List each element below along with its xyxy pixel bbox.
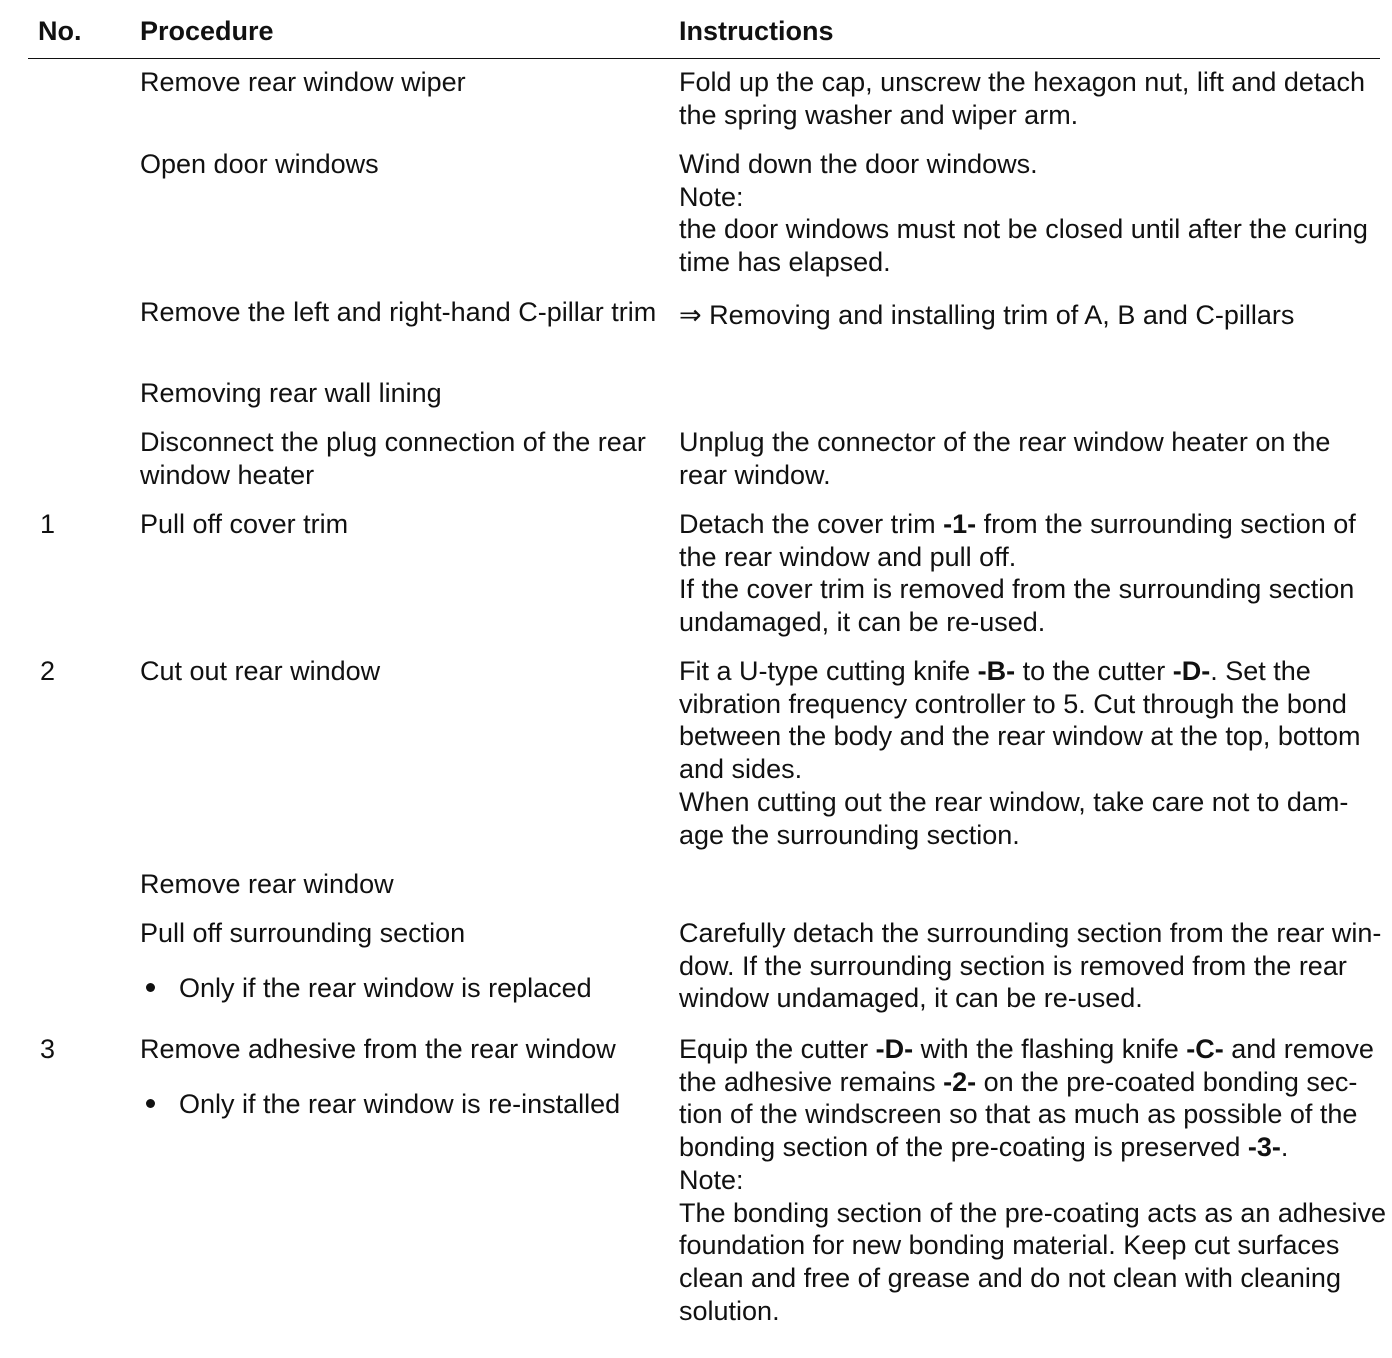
instruction-line: the adhesive remains -2- on the pre-coated bonding sec- (679, 1066, 1358, 1097)
instruction-line: rear window. (679, 459, 831, 490)
procedure-text: Open door windows (140, 149, 379, 179)
column-header-instructions: Instructions (679, 16, 834, 46)
instruction-line: tion of the windscreen so that as much as possible of the (679, 1099, 1358, 1130)
instruction-line: Note: (679, 181, 744, 212)
instruction-line: window undamaged, it can be re-used. (679, 983, 1143, 1014)
instruction-line: Fold up the cap, unscrew the hexagon nut, lift and detach (679, 67, 1365, 97)
bullet-icon (146, 983, 155, 992)
instructions-cell (679, 508, 1379, 639)
instruction-line: undamaged, it can be re-used. (679, 607, 1046, 638)
procedure-text: window heater (140, 459, 315, 490)
instruction-line: the spring washer and wiper arm. (679, 99, 1079, 130)
procedure-text: Remove rear window wiper (140, 67, 466, 97)
step-number: 1 (40, 509, 56, 539)
procedure-cell (140, 655, 650, 688)
column-header-no: No. (38, 16, 82, 46)
procedure-text: Remove the left and right-hand C-pillar trim (140, 297, 657, 327)
procedure-cell (140, 1033, 650, 1120)
instruction-line: Equip the cutter -D- with the flashing knife -C- and remove (679, 1034, 1374, 1064)
procedure-text: Pull off surrounding section (140, 918, 466, 948)
condition-bullet (140, 1088, 650, 1121)
instruction-line: Wind down the door windows. (679, 149, 1038, 179)
instructions-cell (679, 148, 1379, 279)
instruction-line: the rear window and pull off. (679, 541, 1017, 572)
instruction-line: age the surrounding section. (679, 819, 1020, 850)
instruction-line: vibration frequency controller to 5. Cut through the bond (679, 688, 1347, 719)
instructions-cell (679, 917, 1382, 1015)
instructions-cell (679, 1033, 1386, 1327)
condition-text: Only if the rear window is replaced (179, 972, 592, 1003)
procedure-cell (140, 296, 657, 329)
instruction-line: between the body and the rear window at the top, bottom (679, 721, 1361, 752)
instructions-cell (679, 296, 1379, 332)
instruction-line: clean and free of grease and do not clean with cleaning (679, 1262, 1341, 1293)
instructions-cell (679, 655, 1379, 851)
procedure-text: Removing rear wall lining (140, 378, 442, 408)
procedure-cell (140, 868, 650, 901)
step-number: 3 (40, 1034, 56, 1064)
table-header (0, 0, 1392, 58)
instruction-line: and sides. (679, 754, 803, 785)
condition-text: Only if the rear window is re-installed (179, 1088, 621, 1119)
instruction-line: Carefully detach the surrounding section from the rear win- (679, 918, 1382, 948)
procedure-cell (140, 426, 650, 491)
instruction-line: solution. (679, 1295, 780, 1326)
procedure-text: Remove adhesive from the rear window (140, 1034, 616, 1064)
procedure-cell (140, 66, 650, 99)
instruction-line: dow. If the surrounding section is removed from the rear (679, 950, 1347, 981)
instruction-line: Detach the cover trim -1- from the surrounding section of (679, 509, 1356, 539)
column-header-procedure: Procedure (140, 16, 274, 46)
instruction-line: When cutting out the rear window, take care not to dam- (679, 786, 1349, 817)
procedure-text: Disconnect the plug connection of the rear (140, 427, 646, 457)
procedure-cell (140, 917, 650, 1004)
instruction-line: If the cover trim is removed from the surrounding section (679, 574, 1355, 605)
procedure-text: Remove rear window (140, 869, 394, 899)
procedure-cell (140, 508, 650, 541)
step-number: 2 (40, 656, 56, 686)
instruction-line: time has elapsed. (679, 247, 891, 278)
instruction-line: the door windows must not be closed until after the curing (679, 214, 1368, 245)
procedure-text: Pull off cover trim (140, 509, 349, 539)
instruction-line: bonding section of the pre-coating is preserved -3-. (679, 1132, 1289, 1163)
instructions-cell (679, 66, 1379, 131)
instruction-line: Unplug the connector of the rear window heater on the (679, 427, 1331, 457)
procedure-cell (140, 148, 650, 181)
instructions-cell (679, 426, 1379, 491)
cross-reference-link[interactable]: ⇒ Removing and installing trim of A, B and C-pillars (679, 300, 1295, 330)
procedure-text: Cut out rear window (140, 656, 381, 686)
instruction-line: foundation for new bonding material. Keep cut surfaces (679, 1230, 1340, 1261)
instruction-line: Note: (679, 1164, 744, 1195)
instruction-line: Fit a U-type cutting knife -B- to the cutter -D-. Set the (679, 656, 1311, 686)
bullet-icon (146, 1099, 155, 1108)
instruction-line: The bonding section of the pre-coating acts as an adhesive (679, 1197, 1386, 1228)
condition-bullet (140, 972, 650, 1005)
procedure-cell (140, 377, 650, 410)
header-divider (28, 58, 1380, 59)
